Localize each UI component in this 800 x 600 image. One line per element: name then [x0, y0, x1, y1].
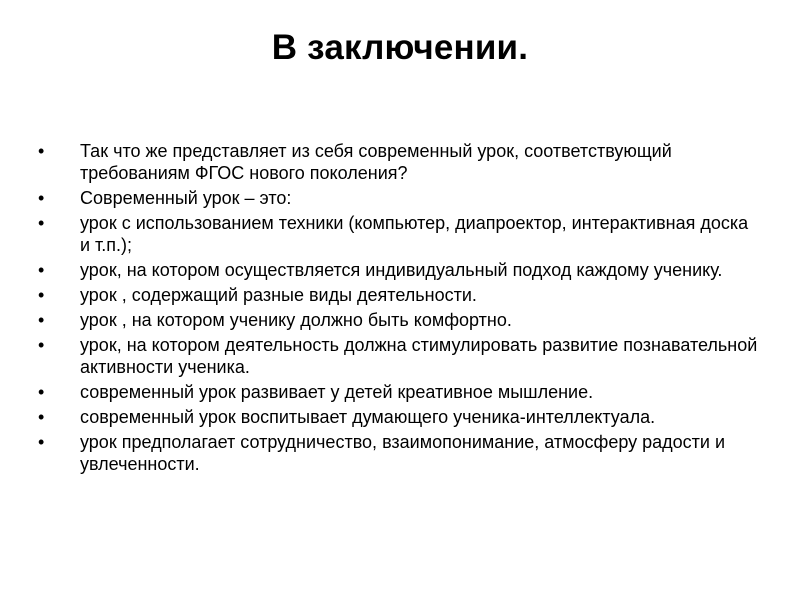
bullet-text: урок, на котором осуществляется индивидуальный подход каждому ученику.	[80, 260, 723, 280]
slide-title: В заключении.	[271, 28, 529, 67]
bullet-text: урок , содержащий разные виды деятельности.	[80, 285, 477, 305]
bullet-icon: •	[38, 310, 45, 330]
bullet-item	[38, 187, 758, 209]
bullet-item	[38, 140, 758, 184]
bullet-item	[38, 406, 758, 428]
bullet-icon: •	[38, 213, 45, 233]
bullet-icon: •	[38, 141, 45, 161]
bullet-icon: •	[38, 407, 45, 427]
bullet-item	[38, 431, 758, 475]
bullet-item	[38, 284, 758, 306]
bullet-text: урок , на котором ученику должно быть комфортно.	[80, 310, 512, 330]
bullet-icon: •	[38, 285, 45, 305]
bullet-item	[38, 309, 758, 331]
bullet-icon: •	[38, 260, 45, 280]
bullet-text: Современный урок – это:	[80, 188, 292, 208]
bullet-list	[38, 140, 758, 478]
bullet-text: современный урок развивает у детей креативное мышление.	[80, 382, 594, 402]
bullet-item	[38, 259, 758, 281]
bullet-icon: •	[38, 382, 45, 402]
bullet-text: урок предполагает сотрудничество, взаимопонимание, атмосферу радости и увлеченности.	[80, 432, 726, 474]
bullet-text: Так что же представляет из себя современный урок, соответствующий требованиям ФГОС нового поколения?	[80, 141, 672, 183]
bullet-text: современный урок воспитывает думающего ученика-интеллектуала.	[80, 407, 656, 427]
bullet-icon: •	[38, 188, 45, 208]
bullet-icon: •	[38, 432, 45, 452]
bullet-item	[38, 381, 758, 403]
bullet-text: урок, на котором деятельность должна стимулировать развитие познавательной активности ученика.	[80, 335, 758, 377]
bullet-item	[38, 212, 758, 256]
bullet-item	[38, 334, 758, 378]
bullet-text: урок с использованием техники (компьютер, диапроектор, интерактивная доска и т.п.);	[80, 213, 749, 255]
bullet-icon: •	[38, 335, 45, 355]
